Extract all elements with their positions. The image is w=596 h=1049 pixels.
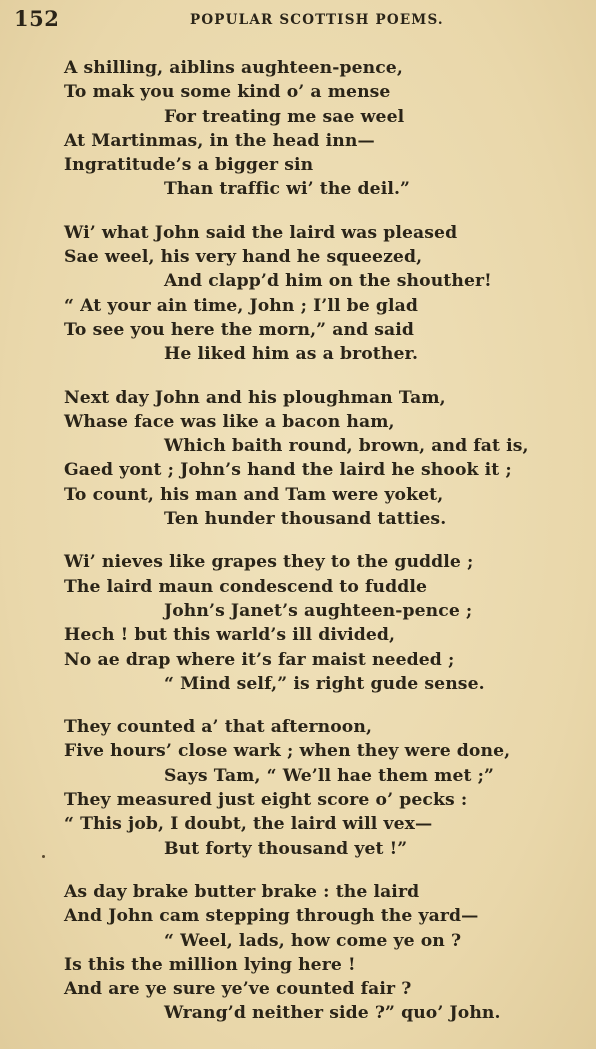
stanza [64, 221, 584, 367]
verse-line: They measured just eight score o’ pecks : [64, 790, 468, 811]
verse-line-indented: For treating me sae weel [164, 106, 405, 127]
verse-line: To see you here the morn,” and said [64, 319, 415, 340]
stanza [64, 386, 584, 532]
verse-line-indented: But forty thousand yet !” [164, 838, 408, 859]
verse-line: They counted a’ that afternoon, [64, 717, 373, 738]
verse-line-indented: He liked him as a brother. [164, 344, 419, 365]
verse-line: A shilling, aiblins aughteen-pence, [64, 58, 403, 78]
stanza [64, 715, 584, 861]
verse-line-indented: John’s Janet’s aughteen-pence ; [164, 600, 473, 621]
stanza [64, 880, 584, 1026]
verse-line: Hech ! but this warld’s ill divided, [64, 625, 396, 646]
verse-line: “ This job, I doubt, the laird will vex— [64, 814, 433, 835]
stanza [64, 56, 584, 202]
verse-line: Gaed yont ; John’s hand the laird he shook it ; [64, 460, 512, 481]
verse-line: Ingratitude’s a bigger sin [64, 155, 314, 176]
verse-line-indented: And clapp’d him on the shouther! [164, 271, 492, 292]
page-number: 152 [14, 6, 60, 31]
verse-line: “ At your ain time, John ; I’ll be glad [64, 295, 419, 316]
verse-line-indented: “ Weel, lads, how come ye on ? [164, 930, 462, 951]
verse-line-indented: Says Tam, “ We’ll hae them met ;” [164, 765, 495, 786]
verse-line-indented: “ Mind self,” is right gude sense. [164, 673, 485, 694]
verse-line: Next day John and his ploughman Tam, [64, 387, 446, 408]
verse-line: To mak you some kind o’ a mense [64, 82, 391, 103]
verse-line: The laird maun condescend to fuddle [64, 576, 427, 597]
verse-line: Wi’ nieves like grapes they to the guddle ; [64, 552, 474, 573]
poem-body [64, 56, 584, 1045]
verse-line: To count, his man and Tam were yoket, [64, 484, 444, 505]
verse-line-indented: Wrang’d neither side ?” quo’ John. [164, 1003, 501, 1024]
verse-line: Whase face was like a bacon ham, [64, 411, 395, 432]
verse-line: Is this the million lying here ! [64, 954, 356, 975]
ink-speck [42, 855, 45, 858]
verse-line-indented: Ten hunder thousand tatties. [164, 509, 447, 530]
verse-line: And John cam stepping through the yard— [64, 906, 479, 927]
verse-line: No ae drap where it’s far maist needed ; [64, 649, 455, 670]
running-head: POPULAR SCOTTISH POEMS. [190, 12, 444, 28]
stanza [64, 550, 584, 696]
page-header [14, 6, 582, 34]
verse-line: As day brake butter brake : the laird [64, 881, 420, 902]
verse-line: At Martinmas, in the head inn— [64, 130, 375, 151]
verse-line-indented: Which baith round, brown, and fat is, [164, 436, 529, 457]
verse-line: And are ye sure ye’ve counted fair ? [64, 979, 412, 1000]
verse-line: Sae weel, his very hand he squeezed, [64, 247, 423, 268]
verse-line-indented: Than traffic wi’ the deil.” [164, 179, 411, 200]
verse-line: Wi’ what John said the laird was pleased [64, 222, 458, 243]
verse-line: Five hours’ close wark ; when they were done, [64, 741, 511, 762]
